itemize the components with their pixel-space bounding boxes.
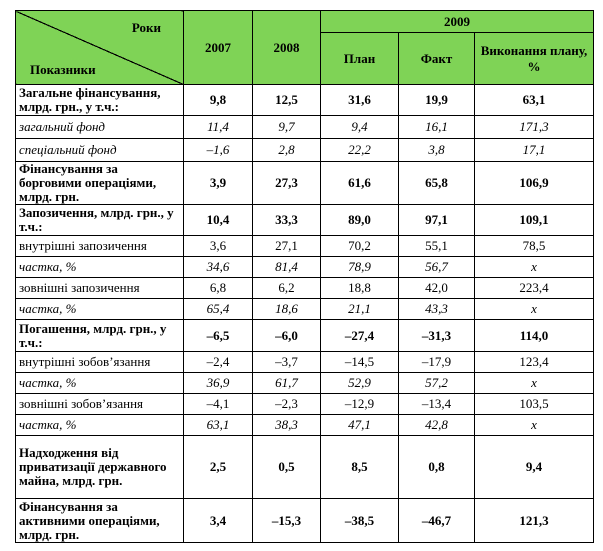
- cell-value: 3,8: [399, 139, 475, 162]
- row-label: Погашення, млрд. грн., у т.ч.:: [16, 320, 184, 352]
- cell-value: 33,3: [253, 205, 321, 236]
- cell-value: 19,9: [399, 85, 475, 116]
- header-execution: Виконання плану, %: [475, 33, 594, 85]
- table-row: [16, 415, 594, 436]
- row-label: Фінансування за борговими операціями, млрд. грн.: [16, 162, 184, 205]
- table-row: [16, 205, 594, 236]
- cell-value: –31,3: [399, 320, 475, 352]
- cell-value: 9,4: [475, 436, 594, 499]
- table-row: [16, 299, 594, 320]
- cell-value: 16,1: [399, 116, 475, 139]
- cell-value: 55,1: [399, 236, 475, 257]
- row-label: зовнішні зобов’язання: [16, 394, 184, 415]
- cell-value: –6,0: [253, 320, 321, 352]
- row-label: загальний фонд: [16, 116, 184, 139]
- table-row: [16, 373, 594, 394]
- cell-value: –15,3: [253, 499, 321, 543]
- cell-value: x: [475, 415, 594, 436]
- cell-value: 36,9: [184, 373, 253, 394]
- header-indicators-label: Показники: [30, 62, 96, 77]
- row-label: внутрішні зобов’язання: [16, 352, 184, 373]
- cell-value: –6,5: [184, 320, 253, 352]
- cell-value: 31,6: [321, 85, 399, 116]
- cell-value: 8,5: [321, 436, 399, 499]
- cell-value: –13,4: [399, 394, 475, 415]
- header-plan: План: [321, 33, 399, 85]
- header-2008: 2008: [253, 11, 321, 85]
- cell-value: 61,6: [321, 162, 399, 205]
- row-label: частка, %: [16, 257, 184, 278]
- cell-value: 0,8: [399, 436, 475, 499]
- cell-value: –2,3: [253, 394, 321, 415]
- cell-value: 57,2: [399, 373, 475, 394]
- cell-value: x: [475, 373, 594, 394]
- table-row: [16, 394, 594, 415]
- table-row: [16, 499, 594, 543]
- row-label: зовнішні запозичення: [16, 278, 184, 299]
- cell-value: 27,3: [253, 162, 321, 205]
- cell-value: 42,8: [399, 415, 475, 436]
- header-fact: Факт: [399, 33, 475, 85]
- cell-value: 123,4: [475, 352, 594, 373]
- cell-value: 78,9: [321, 257, 399, 278]
- table-row: [16, 436, 594, 499]
- cell-value: 56,7: [399, 257, 475, 278]
- cell-value: 11,4: [184, 116, 253, 139]
- cell-value: –14,5: [321, 352, 399, 373]
- cell-value: 47,1: [321, 415, 399, 436]
- cell-value: 3,9: [184, 162, 253, 205]
- header-2007: 2007: [184, 11, 253, 85]
- cell-value: 70,2: [321, 236, 399, 257]
- cell-value: –38,5: [321, 499, 399, 543]
- cell-value: 2,5: [184, 436, 253, 499]
- cell-value: 106,9: [475, 162, 594, 205]
- row-label: Загальне фінансування, млрд. грн., у т.ч.:: [16, 85, 184, 116]
- row-label: внутрішні запозичення: [16, 236, 184, 257]
- cell-value: x: [475, 257, 594, 278]
- cell-value: 6,2: [253, 278, 321, 299]
- row-label: спеціальний фонд: [16, 139, 184, 162]
- cell-value: 97,1: [399, 205, 475, 236]
- financing-table: [15, 10, 594, 543]
- table-row: [16, 236, 594, 257]
- cell-value: –17,9: [399, 352, 475, 373]
- cell-value: 17,1: [475, 139, 594, 162]
- cell-value: 2,8: [253, 139, 321, 162]
- cell-value: 27,1: [253, 236, 321, 257]
- cell-value: –3,7: [253, 352, 321, 373]
- cell-value: 65,8: [399, 162, 475, 205]
- cell-value: 10,4: [184, 205, 253, 236]
- cell-value: 3,6: [184, 236, 253, 257]
- cell-value: 42,0: [399, 278, 475, 299]
- cell-value: 109,1: [475, 205, 594, 236]
- header-corner: [16, 11, 184, 85]
- cell-value: 121,3: [475, 499, 594, 543]
- cell-value: 81,4: [253, 257, 321, 278]
- cell-value: 12,5: [253, 85, 321, 116]
- cell-value: 6,8: [184, 278, 253, 299]
- header-2009: 2009: [321, 11, 594, 33]
- header-years-label: Роки: [131, 20, 161, 35]
- table-row: [16, 257, 594, 278]
- table-row: [16, 116, 594, 139]
- row-label: частка, %: [16, 299, 184, 320]
- cell-value: 22,2: [321, 139, 399, 162]
- cell-value: 9,8: [184, 85, 253, 116]
- cell-value: 18,8: [321, 278, 399, 299]
- row-label: частка, %: [16, 373, 184, 394]
- row-label: частка, %: [16, 415, 184, 436]
- cell-value: –1,6: [184, 139, 253, 162]
- cell-value: 78,5: [475, 236, 594, 257]
- row-label: Надходження від приватизації державного майна, млрд. грн.: [16, 436, 184, 499]
- table-body: [16, 85, 594, 543]
- cell-value: 63,1: [475, 85, 594, 116]
- cell-value: 114,0: [475, 320, 594, 352]
- cell-value: 21,1: [321, 299, 399, 320]
- cell-value: –46,7: [399, 499, 475, 543]
- cell-value: 89,0: [321, 205, 399, 236]
- table-row: [16, 320, 594, 352]
- cell-value: –12,9: [321, 394, 399, 415]
- cell-value: –2,4: [184, 352, 253, 373]
- cell-value: 61,7: [253, 373, 321, 394]
- table-row: [16, 352, 594, 373]
- table-row: [16, 278, 594, 299]
- cell-value: x: [475, 299, 594, 320]
- cell-value: 9,7: [253, 116, 321, 139]
- cell-value: 63,1: [184, 415, 253, 436]
- cell-value: 52,9: [321, 373, 399, 394]
- cell-value: 9,4: [321, 116, 399, 139]
- table-row: [16, 139, 594, 162]
- cell-value: 3,4: [184, 499, 253, 543]
- table-row: [16, 162, 594, 205]
- row-label: Запозичення, млрд. грн., у т.ч.:: [16, 205, 184, 236]
- cell-value: 18,6: [253, 299, 321, 320]
- cell-value: –27,4: [321, 320, 399, 352]
- cell-value: 65,4: [184, 299, 253, 320]
- table-row: [16, 85, 594, 116]
- cell-value: 38,3: [253, 415, 321, 436]
- cell-value: –4,1: [184, 394, 253, 415]
- row-label: Фінансування за активними операціями, млрд. грн.: [16, 499, 184, 543]
- cell-value: 103,5: [475, 394, 594, 415]
- cell-value: 0,5: [253, 436, 321, 499]
- cell-value: 223,4: [475, 278, 594, 299]
- cell-value: 171,3: [475, 116, 594, 139]
- cell-value: 43,3: [399, 299, 475, 320]
- cell-value: 34,6: [184, 257, 253, 278]
